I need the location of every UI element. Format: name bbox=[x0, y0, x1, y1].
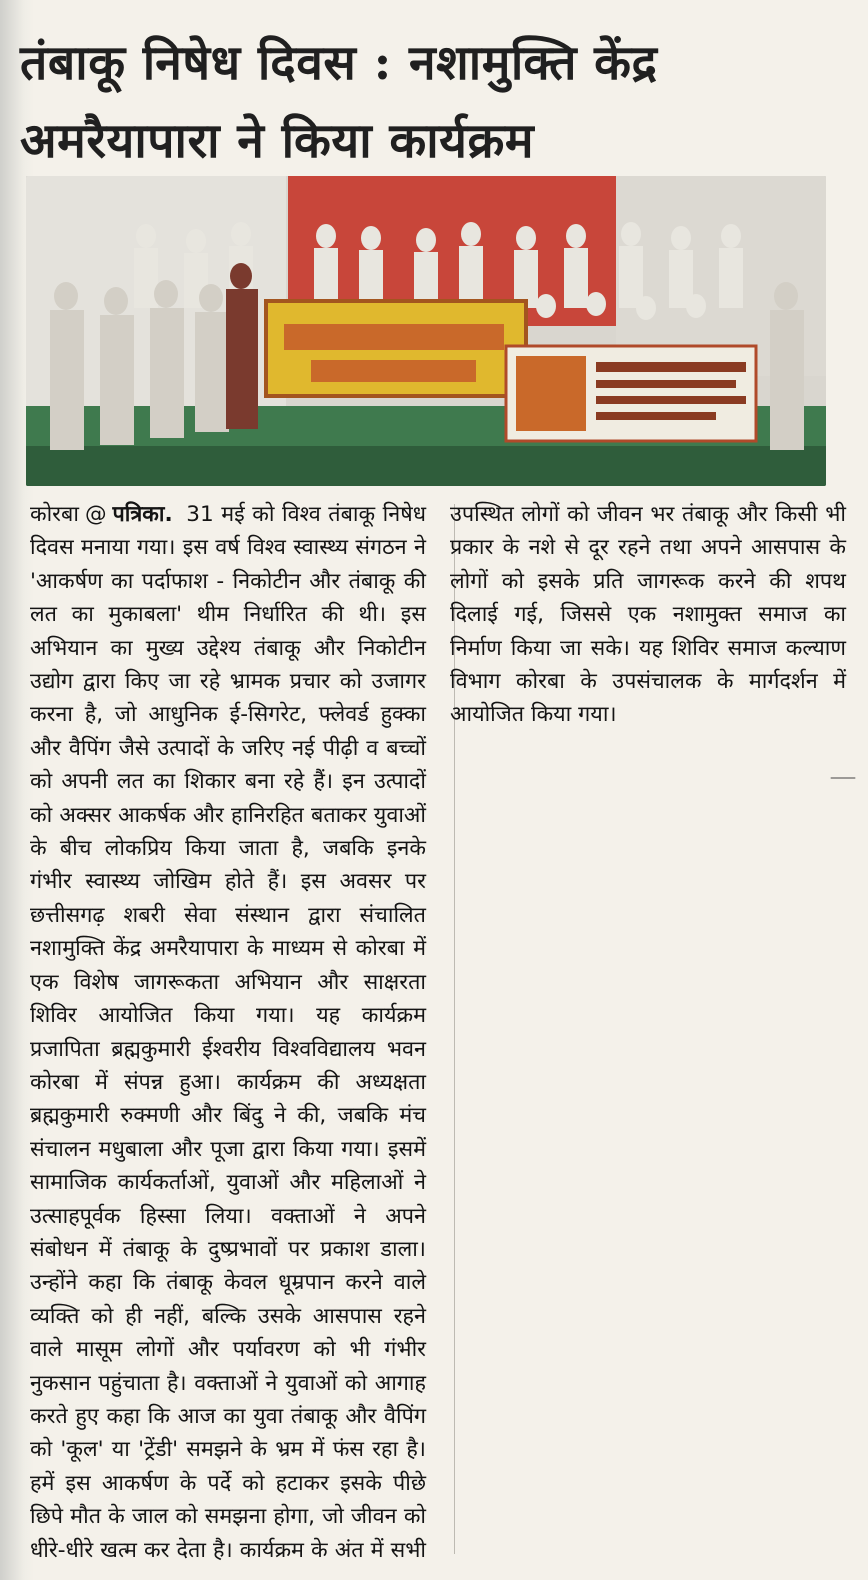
news-article bbox=[18, 10, 858, 1570]
headline-line-2: अमरैयापारा ने किया कार्यक्रम bbox=[20, 113, 535, 169]
fold-mark-icon: —— bbox=[830, 770, 854, 786]
article-paragraph bbox=[30, 498, 846, 1573]
article-body bbox=[30, 498, 846, 1573]
event-photo bbox=[26, 176, 826, 486]
headline-line-1: तंबाकू निषेध दिवस : नशामुक्ति केंद्र bbox=[20, 35, 658, 91]
event-photo-illustration bbox=[26, 176, 826, 486]
dateline-brand: पत्रिका. bbox=[112, 502, 173, 527]
headline bbox=[20, 24, 840, 180]
article-body-text: 31 मई को विश्व तंबाकू निषेध दिवस मनाया गया। इस वर्ष विश्व स्वास्थ्य संगठन ने 'आकर्षण का पर्दाफाश - निकोटीन और तंबाकू की लत का मुकाबला' थीम निर्धारित की थी। इस अभियान का मुख्य उद्देश्य तंबाकू और निकोटीन उद्योग द्वारा किए जा रहे भ्रामक प्रचार को उजागर करना है, जो आधुनिक ई-सिगरेट, फ्लेवर्ड हुक्का और वैपिंग जैसे उत्पादों के जरिए नई पीढ़ी व बच्चों को अपनी लत का शिकार बना रहे हैं। इन उत्पादों को अक्सर आकर्षक और हानिरहित बताकर युवाओं के बीच लोकप्रिय किया जाता है, जबकि इनके गंभीर स्वास्थ्य जोखिम होते हैं। इस अवसर पर छत्तीसगढ़ शबरी सेवा संस्थान द्वारा संचालित नशामुक्ति केंद्र अमरैयापारा के माध्यम से कोरबा में एक विशेष जागरूकता अभियान और साक्षरता शिविर आयोजित किया गया। यह कार्यक्रम प्रजापिता ब्रह्मकुमारी ईश्वरीय विश्वविद्यालय भवन कोरबा में संपन्न हुआ। कार्यक्रम की अध्यक्षता ब्रह्मकुमारी रुक्मणी और बिंदु ने की, जबकि मंच संचालन मधुबाला और पूजा द्वारा किया गया। इसमें सामाजिक कार्यकर्ताओं, युवाओं और महिलाओं ने उत्साहपूर्वक हिस्सा लिया। वक्ताओं ने अपने संबोधन में तंबाकू के दुष्प्रभावों पर प्रकाश डाला। उन्होंने कहा कि तंबाकू केवल धूम्रपान करने वाले व्यक्ति को ही नहीं, बल्कि उसके आसपास रहने वाले मासूम लोगों और पर्यावरण को भी गंभीर नुकसान पहुंचाता है। वक्ताओं ने युवाओं को आगाह करते हुए कहा कि आज का युवा तंबाकू और वैपिंग को 'कूल' या 'ट्रेंडी' समझने के भ्रम में फंस रहा है। हमें इस आकर्षण के पर्दे को हटाकर इसके पीछे छिपे मौत के जाल को समझना होगा, जो जीवन को धीरे-धीरे खत्म कर देता है। कार्यक्रम के अंत में सभी उपस्थित लोगों को जीवन भर तंबाकू और किसी भी प्रकार के नशे से दूर रहने तथा अपने आसपास के लोगों को इसके प्रति जागरूक करने की शपथ दिलाई गई, जिससे एक नशामुक्त समाज का निर्माण किया जा सके। यह शिविर समाज कल्याण विभाग कोरबा के उपसंचालक के मार्गदर्शन में आयोजित किया गया। bbox=[30, 502, 846, 1563]
dateline-place: कोरबा bbox=[30, 502, 79, 527]
dateline-separator: @ bbox=[84, 502, 107, 527]
